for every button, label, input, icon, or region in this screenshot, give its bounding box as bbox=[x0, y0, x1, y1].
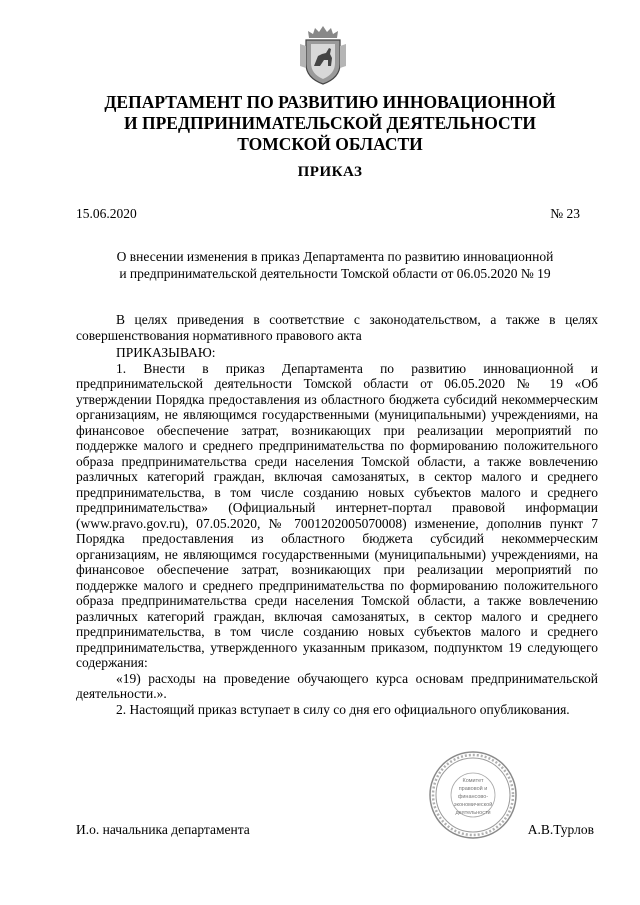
department-title-line: И ПРЕДПРИНИМАТЕЛЬСКОЙ ДЕЯТЕЛЬНОСТИ bbox=[124, 113, 536, 133]
svg-text:финансово-: финансово- bbox=[457, 794, 489, 800]
subject-line: и предпринимательской деятельности Томской области от 06.05.2020 № 19 bbox=[119, 266, 551, 281]
preamble-paragraph: В целях приведения в соответствие с законодательством, а также в целях совершенствования нормативного правового акта bbox=[76, 312, 598, 343]
svg-text:экономической: экономической bbox=[453, 802, 493, 808]
department-title-line: ДЕПАРТАМЕНТ ПО РАЗВИТИЮ ИННОВАЦИОННОЙ bbox=[104, 92, 556, 112]
signer-name: А.В.Турлов bbox=[527, 822, 594, 837]
command-heading: ПРИКАЗЫВАЮ: bbox=[116, 345, 216, 360]
svg-text:правовой и: правовой и bbox=[458, 786, 488, 792]
document-type: ПРИКАЗ bbox=[297, 164, 363, 180]
document-subject bbox=[80, 248, 590, 282]
item-1-paragraph: 1. Внести в приказ Департамента по развитию инновационной и предпринимательской деятельности Томской области от 06.05.2020 № 19 «Об утверждении Порядка предоставления из областного бюджета субсидий некоммерческим организациям, не являющимся государственными (муниципальными) учреждениями, на финансовое обеспечение затрат, возникающих при реализации мероприятий по поддержке малого и среднего предпринимательства по формированию положительного образа предпринимательства среди населения Томской области, а также вовлечению различных категорий граждан, включая самозанятых, в сектор малого и среднего предпринимательства, в том числе созданию новых субъектов малого и среднего предпринимательства» (Официальный интернет-портал правовой информации (www.pravo.gov.ru), 07.05.2020, № 7001202005070008) изменение, дополнив пункт 7 Порядка предоставления из областного бюджета субсидий некоммерческим организациям, не являющимся государственными (муниципальными) учреждениями, на финансовое обеспечение затрат, возникающих при реализации мероприятий по поддержке малого и среднего предпринимательства по формированию положительного образа предпринимательства среди населения Томской области, а также вовлечению различных категорий граждан, включая самозанятых, в сектор малого и среднего предпринимательства, в том числе созданию новых субъектов малого и среднего предпринимательства, утвержденного указанным приказом, подпунктом 19 следующего содержания: bbox=[76, 360, 598, 670]
coat-of-arms-icon bbox=[300, 24, 346, 86]
document-number: № 23 bbox=[550, 206, 580, 221]
svg-text:деятельности: деятельности bbox=[455, 810, 491, 816]
department-seal-icon bbox=[428, 750, 518, 840]
document-date: 15.06.2020 bbox=[76, 206, 137, 221]
subject-line: О внесении изменения в приказ Департамента по развитию инновационной bbox=[116, 249, 554, 264]
quoted-subitem-paragraph: «19) расходы на проведение обучающего курса основам предпринимательской деятельности.». bbox=[76, 670, 598, 701]
signer-position: И.о. начальника департамента bbox=[76, 822, 250, 837]
svg-text:Комитет: Комитет bbox=[462, 778, 484, 784]
document-body bbox=[76, 312, 598, 717]
department-title bbox=[60, 92, 600, 155]
item-2-paragraph: 2. Настоящий приказ вступает в силу со дня его официального опубликования. bbox=[116, 701, 570, 717]
department-title-line: ТОМСКОЙ ОБЛАСТИ bbox=[237, 134, 423, 154]
